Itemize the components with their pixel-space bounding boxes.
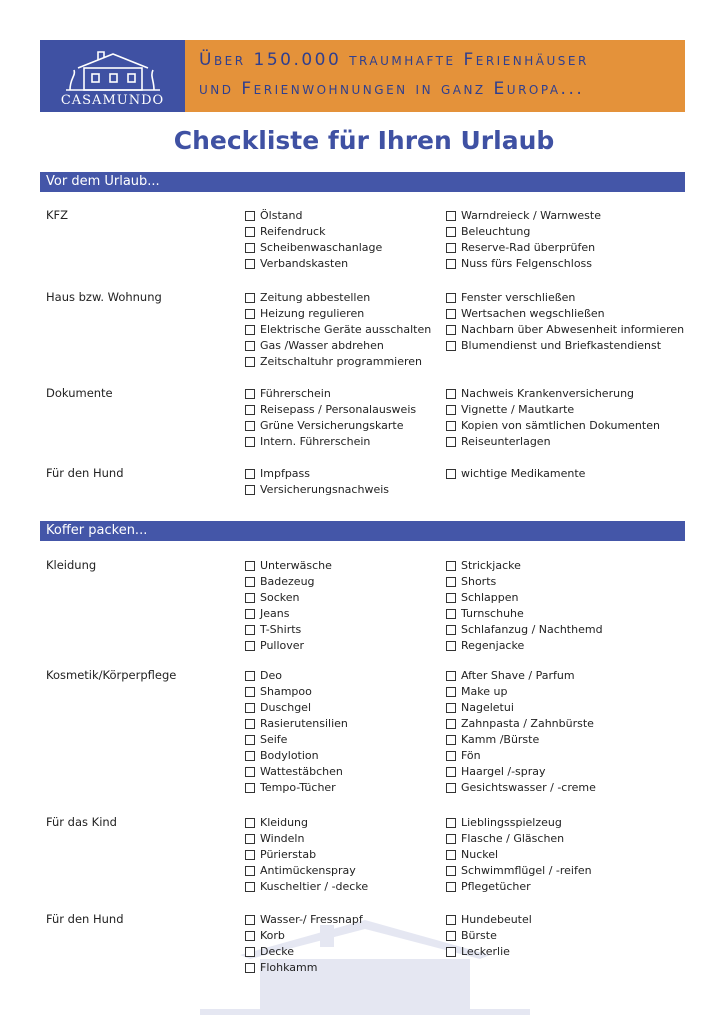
checkbox[interactable] [446,767,456,777]
checkbox[interactable] [245,783,255,793]
checklist-item[interactable] [245,684,348,700]
checklist-item[interactable] [446,240,601,256]
checklist-item[interactable] [245,322,431,338]
checklist-item[interactable] [245,732,348,748]
checklist-item[interactable] [446,208,601,224]
checklist-column-1 [245,386,416,450]
checklist-item[interactable] [446,780,596,796]
checklist-item[interactable] [446,700,596,716]
checkbox[interactable] [446,641,456,651]
header-banner [40,40,685,112]
item-label: Lieblingsspielzeug [461,816,562,829]
item-label: Bürste [461,929,497,942]
checklist-item[interactable] [446,558,603,574]
checklist-item[interactable] [446,622,603,638]
item-label: Reifendruck [260,225,326,238]
checklist-item[interactable] [446,928,532,944]
checklist-column-1 [245,208,382,272]
checkbox[interactable] [446,703,456,713]
category-label: Für das Kind [46,815,117,829]
checklist-item[interactable] [446,256,601,272]
checklist-item[interactable] [245,764,348,780]
item-label: Schlafanzug / Nachthemd [461,623,603,636]
section-bar-vor-dem-urlaub: Vor dem Urlaub... [40,172,685,192]
checkbox[interactable] [245,421,255,431]
item-label: Rasierutensilien [260,717,348,730]
item-label: Zahnpasta / Zahnbürste [461,717,594,730]
item-label: Gesichtswasser / -creme [461,781,596,794]
checklist-item[interactable] [446,338,684,354]
checkbox[interactable] [245,915,255,925]
item-label: Scheibenwaschanlage [260,241,383,254]
item-label: Regenjacke [461,639,525,652]
checklist-item[interactable] [245,928,363,944]
item-label: Badezeug [260,575,315,588]
category-label: Kleidung [46,558,97,572]
checklist-item[interactable] [245,748,348,764]
item-label: Hundebeutel [461,913,532,926]
checklist-column-1 [245,558,332,654]
checklist-item[interactable] [245,558,332,574]
checklist-item[interactable] [245,240,382,256]
item-label: Elektrische Geräte ausschalten [260,323,432,336]
checklist-item[interactable] [446,668,596,684]
checkbox[interactable] [245,882,255,892]
checkbox[interactable] [446,915,456,925]
checklist-item[interactable] [446,638,603,654]
slogan-banner [185,40,685,112]
checklist-item[interactable] [245,700,348,716]
checkbox[interactable] [245,735,255,745]
checkbox[interactable] [446,469,456,479]
checklist-column-2 [446,668,596,796]
checklist-item[interactable] [245,290,431,306]
checklist-item[interactable] [245,815,368,831]
checklist-item[interactable] [245,208,382,224]
checklist-item[interactable] [245,780,348,796]
checkbox[interactable] [446,783,456,793]
item-label: Seife [260,733,288,746]
checkbox[interactable] [446,577,456,587]
checklist-item[interactable] [446,322,684,338]
item-label: Decke [260,945,295,958]
item-label: Wertsachen wegschließen [461,307,605,320]
item-label: Shorts [461,575,497,588]
item-label: Bodylotion [260,749,319,762]
item-label: Windeln [260,832,305,845]
item-label: Wattestäbchen [260,765,343,778]
checkbox[interactable] [245,227,255,237]
checklist-column-1 [245,912,363,976]
checklist-item[interactable] [446,224,601,240]
checklist-item[interactable] [245,638,332,654]
category-label: Dokumente [46,386,113,400]
category-label: KFZ [46,208,69,222]
checklist-item[interactable] [245,606,332,622]
checkbox[interactable] [245,767,255,777]
item-label: Reisepass / Personalausweis [260,403,417,416]
checkbox[interactable] [446,421,456,431]
checkbox[interactable] [245,293,255,303]
item-label: Nachweis Krankenversicherung [461,387,635,400]
checklist-item[interactable] [446,606,603,622]
checklist-item[interactable] [245,716,348,732]
checklist-column-2 [446,558,603,654]
checkbox[interactable] [245,963,255,973]
checklist-item[interactable] [245,418,416,434]
checklist-item[interactable] [446,815,592,831]
checklist-item[interactable] [245,338,431,354]
casamundo-logo [40,40,185,112]
item-label: Nageletui [461,701,514,714]
checkbox[interactable] [245,671,255,681]
item-label: Wasser-/ Fressnapf [260,913,363,926]
checkbox[interactable] [245,259,255,269]
checkbox[interactable] [446,751,456,761]
checklist-column-2 [446,290,684,354]
checklist-item[interactable] [446,764,596,780]
house-logo-icon [58,46,168,96]
checkbox[interactable] [245,325,255,335]
item-label: Antimückenspray [260,864,356,877]
checkbox[interactable] [245,357,255,367]
item-label: Nachbarn über Abwesenheit informieren [461,323,685,336]
checklist-item[interactable] [446,306,684,322]
item-label: Flasche / Gläschen [461,832,565,845]
checkbox[interactable] [245,687,255,697]
checkbox[interactable] [245,703,255,713]
checkbox[interactable] [245,341,255,351]
item-label: Pflegetücher [461,880,531,893]
item-label: Schlappen [461,591,519,604]
checklist-item[interactable] [446,590,603,606]
checkbox[interactable] [245,818,255,828]
item-label: Verbandskasten [260,257,349,270]
logo-wordmark: CASAMUNDO [60,93,165,108]
checkbox[interactable] [245,866,255,876]
checkbox[interactable] [446,931,456,941]
item-label: Schwimmflügel / -reifen [461,864,592,877]
checkbox[interactable] [446,947,456,957]
item-label: Korb [260,929,285,942]
item-label: Zeitschaltuhr programmieren [260,355,423,368]
item-label: Blumendienst und Briefkastendienst [461,339,662,352]
item-label: Pürierstab [260,848,317,861]
item-label: Impfpass [260,467,310,480]
checklist-item[interactable] [446,944,532,960]
item-label: Leckerlie [461,945,510,958]
item-label: Warndreieck / Warnweste [461,209,601,222]
checkbox[interactable] [446,593,456,603]
category-label: Haus bzw. Wohnung [46,290,162,304]
item-label: Reiseunterlagen [461,435,551,448]
checklist-item[interactable] [446,290,684,306]
section-bar-koffer-packen: Koffer packen... [40,521,685,541]
checklist-item[interactable] [245,256,382,272]
item-label: Kuscheltier / -decke [260,880,369,893]
checkbox[interactable] [245,389,255,399]
checklist-item[interactable] [245,944,363,960]
checklist-item[interactable] [245,668,348,684]
checkbox[interactable] [446,211,456,221]
checklist-item[interactable] [245,402,416,418]
item-label: Gas /Wasser abdrehen [260,339,384,352]
checklist-item[interactable] [446,402,660,418]
checkbox[interactable] [446,309,456,319]
item-label: Duschgel [260,701,311,714]
item-label: T-Shirts [260,623,302,636]
checkbox[interactable] [446,243,456,253]
checkbox[interactable] [245,243,255,253]
category-label: Kosmetik/Körperpflege [46,668,177,682]
checkbox[interactable] [446,834,456,844]
checkbox[interactable] [245,577,255,587]
checklist-column-1 [245,668,348,796]
checkbox[interactable] [245,485,255,495]
checklist-item[interactable] [446,716,596,732]
item-label: Ölstand [260,209,303,222]
checklist-column-1 [245,466,389,498]
checklist-item[interactable] [245,863,368,879]
checkbox[interactable] [245,641,255,651]
checkbox[interactable] [446,818,456,828]
checkbox[interactable] [245,437,255,447]
item-label: Fön [461,749,481,762]
category-label: Für den Hund [46,912,124,926]
item-label: Socken [260,591,300,604]
checklist-item[interactable] [245,879,368,895]
checklist-column-2 [446,912,532,960]
checkbox[interactable] [446,227,456,237]
checkbox[interactable] [446,561,456,571]
item-label: Kamm /Bürste [461,733,540,746]
item-label: Nuss fürs Felgenschloss [461,257,593,270]
checkbox[interactable] [245,834,255,844]
item-label: Kopien von sämtlichen Dokumenten [461,419,660,432]
checkbox[interactable] [245,593,255,603]
item-label: Haargel /-spray [461,765,546,778]
item-label: Tempo-Tücher [260,781,336,794]
checkbox[interactable] [446,437,456,447]
checkbox[interactable] [245,609,255,619]
item-label: Turnschuhe [461,607,524,620]
item-label: After Shave / Parfum [461,669,575,682]
checkbox[interactable] [446,735,456,745]
checklist-item[interactable] [245,434,416,450]
checkbox[interactable] [245,850,255,860]
checkbox[interactable] [245,719,255,729]
checkbox[interactable] [446,609,456,619]
checklist-column-2 [446,815,592,895]
checkbox[interactable] [446,259,456,269]
checklist-column-2 [446,386,660,450]
checklist-column-1 [245,290,431,370]
checklist-item[interactable] [446,879,592,895]
item-label: Nuckel [461,848,499,861]
checklist-column-2 [446,466,585,482]
item-label: Heizung regulieren [260,307,365,320]
checkbox[interactable] [245,751,255,761]
checklist-item[interactable] [245,482,389,498]
checklist-item[interactable] [245,224,382,240]
checkbox[interactable] [446,671,456,681]
checklist-item[interactable] [245,847,368,863]
checklist-item[interactable] [446,574,603,590]
slogan-line-1: Über 150.000 traumhafte Ferienhäuser [199,50,589,70]
checkbox[interactable] [446,293,456,303]
checklist-item[interactable] [245,831,368,847]
checkbox[interactable] [245,931,255,941]
page-title: Checkliste für Ihren Urlaub [173,126,555,155]
checkbox[interactable] [245,309,255,319]
checkbox[interactable] [446,389,456,399]
checklist-item[interactable] [245,622,332,638]
item-label: Deo [260,669,282,682]
checkbox[interactable] [245,947,255,957]
item-label: Vignette / Mautkarte [461,403,575,416]
item-label: Unterwäsche [260,559,332,572]
slogan-line-2: und Ferienwohnungen in ganz Europa... [199,79,585,99]
checklist-item[interactable] [446,912,532,928]
checkbox[interactable] [446,405,456,415]
checkbox[interactable] [245,405,255,415]
item-label: Kleidung [260,816,309,829]
item-label: Grüne Versicherungskarte [260,419,404,432]
checkbox[interactable] [245,211,255,221]
checklist-item[interactable] [245,574,332,590]
checkbox[interactable] [446,850,456,860]
checklist-item[interactable] [245,960,363,976]
item-label: Make up [461,685,508,698]
checkbox[interactable] [446,325,456,335]
checklist-item[interactable] [245,466,389,482]
item-label: wichtige Medikamente [461,467,586,480]
checklist-item[interactable] [245,354,431,370]
item-label: Zeitung abbestellen [260,291,371,304]
checklist-item[interactable] [245,386,416,402]
item-label: Reserve-Rad überprüfen [461,241,596,254]
item-label: Fenster verschließen [461,291,576,304]
checklist-item[interactable] [446,748,596,764]
checklist-item[interactable] [446,863,592,879]
checkbox[interactable] [446,625,456,635]
checkbox[interactable] [446,882,456,892]
checkbox[interactable] [446,866,456,876]
checklist-item[interactable] [446,732,596,748]
checklist-item[interactable] [446,434,660,450]
checkbox[interactable] [446,719,456,729]
checkbox[interactable] [446,687,456,697]
checklist-item[interactable] [446,386,660,402]
item-label: Beleuchtung [461,225,531,238]
checkbox[interactable] [245,625,255,635]
item-label: Führerschein [260,387,331,400]
checklist-item[interactable] [446,418,660,434]
checkbox[interactable] [245,561,255,571]
item-label: Flohkamm [260,961,318,974]
checklist-item[interactable] [446,831,592,847]
item-label: Shampoo [260,685,312,698]
checkbox[interactable] [245,469,255,479]
item-label: Strickjacke [461,559,521,572]
item-label: Pullover [260,639,305,652]
item-label: Intern. Führerschein [260,435,371,448]
item-label: Jeans [260,607,290,620]
checklist-item[interactable] [245,590,332,606]
checkbox[interactable] [446,341,456,351]
checklist-column-2 [446,208,601,272]
checklist-item[interactable] [446,847,592,863]
checklist-item[interactable] [446,466,585,482]
checklist-column-1 [245,815,368,895]
item-label: Versicherungsnachweis [260,483,389,496]
checklist-item[interactable] [446,684,596,700]
checklist-item[interactable] [245,912,363,928]
category-label: Für den Hund [46,466,124,480]
checklist-item[interactable] [245,306,431,322]
